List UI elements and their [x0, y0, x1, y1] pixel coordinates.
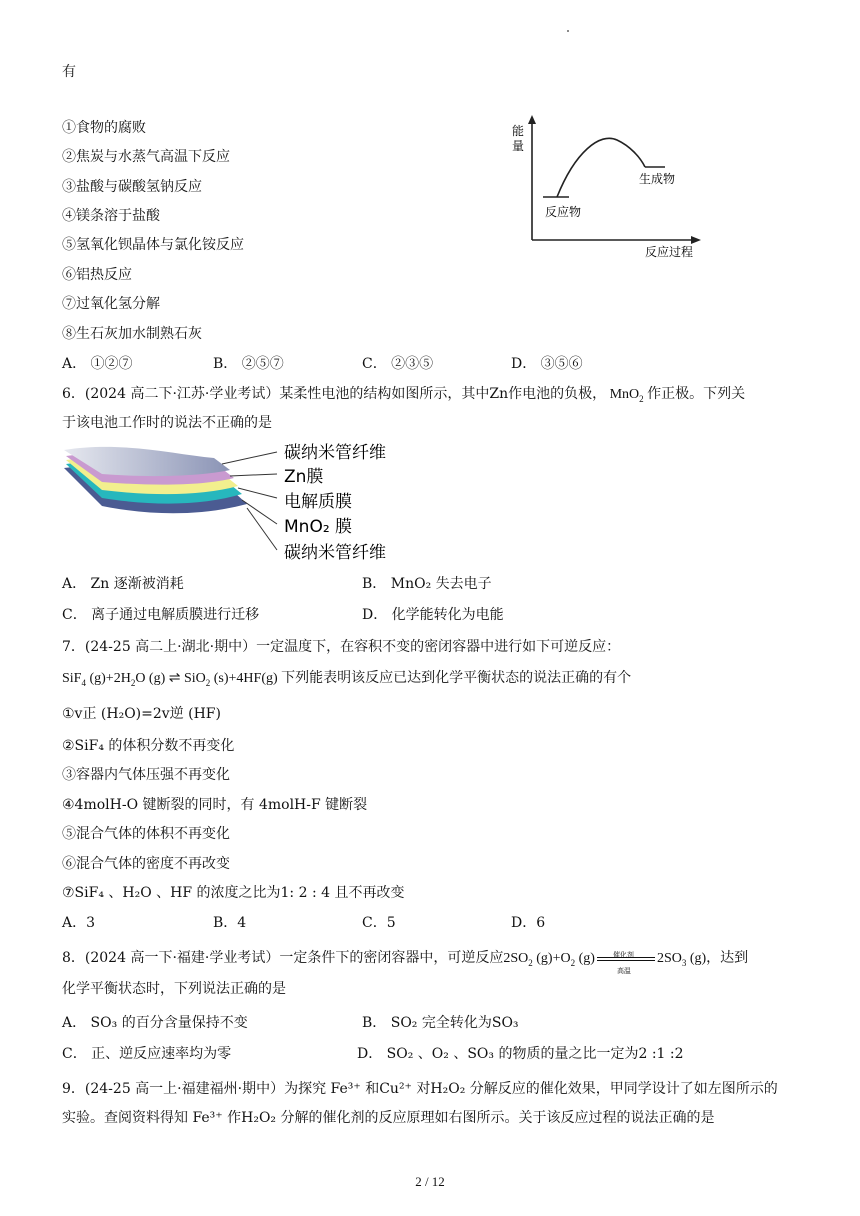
- page-number: 2 / 12: [415, 1174, 445, 1189]
- q7-option-d[interactable]: D．6: [511, 915, 546, 931]
- list-item: ⑦过氧化氢分解: [62, 296, 160, 312]
- mno2-formula: MnO$_2$: [606, 387, 644, 404]
- label-cnt-top: 碳纳米管纤维: [284, 443, 386, 463]
- q5-option-c[interactable]: C． ②③⑤: [362, 356, 434, 372]
- q5-option-b[interactable]: B． ②⑤⑦: [213, 356, 284, 372]
- q8-option-b[interactable]: B． SO₂ 完全转化为SO₃: [362, 1015, 519, 1031]
- leader-line: [230, 474, 277, 476]
- q8-stem-tail: ，达到: [706, 950, 749, 966]
- y-axis-arrow: [528, 115, 536, 124]
- q6-option-b[interactable]: B． MnO₂ 失去电子: [362, 576, 492, 592]
- q9-stem-line1: 9．(24-25 高一上·福建福州·期中）为探究 Fe³⁺ 和Cu²⁺ 对H₂O₂ 分解反应的催化效果，甲同学设计了如左图所示的: [62, 1081, 778, 1097]
- label-zn: Zn膜: [284, 467, 324, 487]
- label-electrolyte: 电解质膜: [284, 492, 352, 512]
- q6-stem-text: 6．(2024 高二下·江苏·学业考试）某柔性电池的结构如图所示，其中Zn作电池的负极，: [62, 386, 607, 402]
- q7-option-b[interactable]: B．4: [213, 915, 247, 931]
- q7-item: ⑦SiF₄ 、H₂O 、HF 的浓度之比为1: 2 : 4 且不再改变: [62, 885, 405, 901]
- list-item: ⑤氢氧化钡晶体与氯化铵反应: [62, 237, 244, 253]
- q6-option-d[interactable]: D． 化学能转化为电能: [362, 607, 504, 623]
- q7-option-a[interactable]: A．3: [62, 915, 96, 931]
- y-axis-label-2: 量: [512, 139, 525, 153]
- q8-product: $2SO_3$ (g): [656, 951, 707, 968]
- q8-stem-line1: [62, 948, 749, 975]
- q7-item: ②SiF₄ 的体积分数不再变化: [62, 738, 235, 754]
- list-item: ⑥铝热反应: [62, 267, 132, 283]
- label-mno2: MnO₂ 膜: [284, 517, 353, 537]
- list-item: ④镁条溶于盐酸: [62, 208, 160, 224]
- q7-equation-tail: 下列能表明该反应已达到化学平衡状态的说法正确的有个: [281, 670, 632, 686]
- list-item: ⑧生石灰加水制熟石灰: [62, 326, 202, 342]
- q6-stem-line1: [62, 384, 745, 405]
- q7-item: ④4molH-O 键断裂的同时，有 4molH-F 键断裂: [62, 797, 368, 813]
- intro-word: 有: [62, 64, 76, 80]
- label-cnt-bottom: 碳纳米管纤维: [284, 543, 386, 563]
- q7-option-c[interactable]: C．5: [362, 915, 396, 931]
- q8-option-a[interactable]: A． SO₃ 的百分含量保持不变: [62, 1015, 248, 1031]
- q6-stem-line2: 于该电池工作时的说法不正确的是: [62, 415, 272, 431]
- condition-label: 高温: [616, 967, 631, 975]
- arrow-top: [597, 957, 655, 958]
- q7-item: ①v正 (H₂O)=2v逆 (HF): [62, 706, 221, 722]
- q6-option-c[interactable]: C． 离子通过电解质膜进行迁移: [62, 607, 260, 623]
- leader-line: [242, 500, 277, 524]
- q7-equation: SiF$_4$ $(g)+2H_2O$ (g) ⇌ SiO$_2$ (s)+4HF(g): [62, 671, 282, 688]
- q5-option-d[interactable]: D． ③⑤⑥: [511, 356, 583, 372]
- y-axis-label-1: 能: [512, 124, 525, 138]
- energy-curve: [557, 138, 645, 197]
- q7-stem-line1: 7．(24-25 高二上·湖北·期中）一定温度下，在容积不变的密闭容器中进行如下可逆反应：: [62, 639, 621, 655]
- q7-equation-line: [62, 668, 631, 689]
- header-dot: [567, 30, 569, 32]
- q6-stem-tail: 作正极。下列关: [647, 386, 746, 402]
- q7-item: ③容器内气体压强不再变化: [62, 767, 230, 783]
- list-item: ①食物的腐败: [62, 120, 146, 136]
- leader-line: [238, 488, 277, 498]
- q8-option-d[interactable]: D． SO₂ 、O₂ 、SO₃ 的物质的量之比一定为2 :1 :2: [357, 1046, 684, 1062]
- q9-stem-line2: 实验。查阅资料得知 Fe³⁺ 作H₂O₂ 分解的催化剂的反应原理如右图所示。关于该反应过程的说法正确的是: [62, 1110, 715, 1126]
- q7-item: ⑥混合气体的密度不再改变: [62, 856, 230, 872]
- x-axis-label: 反应过程: [645, 245, 694, 259]
- q5-option-a[interactable]: A． ①②⑦: [62, 356, 133, 372]
- battery-figure: [62, 436, 407, 566]
- q8-option-c[interactable]: C． 正、逆反应速率均为零: [62, 1046, 232, 1062]
- catalyst-label: 催化剂: [612, 951, 634, 959]
- q8-equation: $2SO_2$ $(g)+O_2$ (g): [503, 951, 595, 968]
- list-item: ②焦炭与水蒸气高温下反应: [62, 149, 230, 165]
- q8-stem-line2: 化学平衡状态时，下列说法正确的是: [62, 981, 286, 997]
- q7-item: ⑤混合气体的体积不再变化: [62, 826, 230, 842]
- q6-option-a[interactable]: A． Zn 逐渐被消耗: [62, 576, 184, 592]
- leader-line: [222, 452, 277, 464]
- list-item: ③盐酸与碳酸氢钠反应: [62, 179, 202, 195]
- energy-diagram: [505, 112, 705, 267]
- reactant-label: 反应物: [545, 205, 582, 219]
- x-axis-arrow: [691, 236, 701, 244]
- product-label: 生成物: [639, 172, 676, 186]
- q8-stem-text: 8．(2024 高一下·福建·学业考试）一定条件下的密闭容器中，可逆反应: [62, 950, 504, 966]
- q8-reversible-arrow: [595, 948, 657, 975]
